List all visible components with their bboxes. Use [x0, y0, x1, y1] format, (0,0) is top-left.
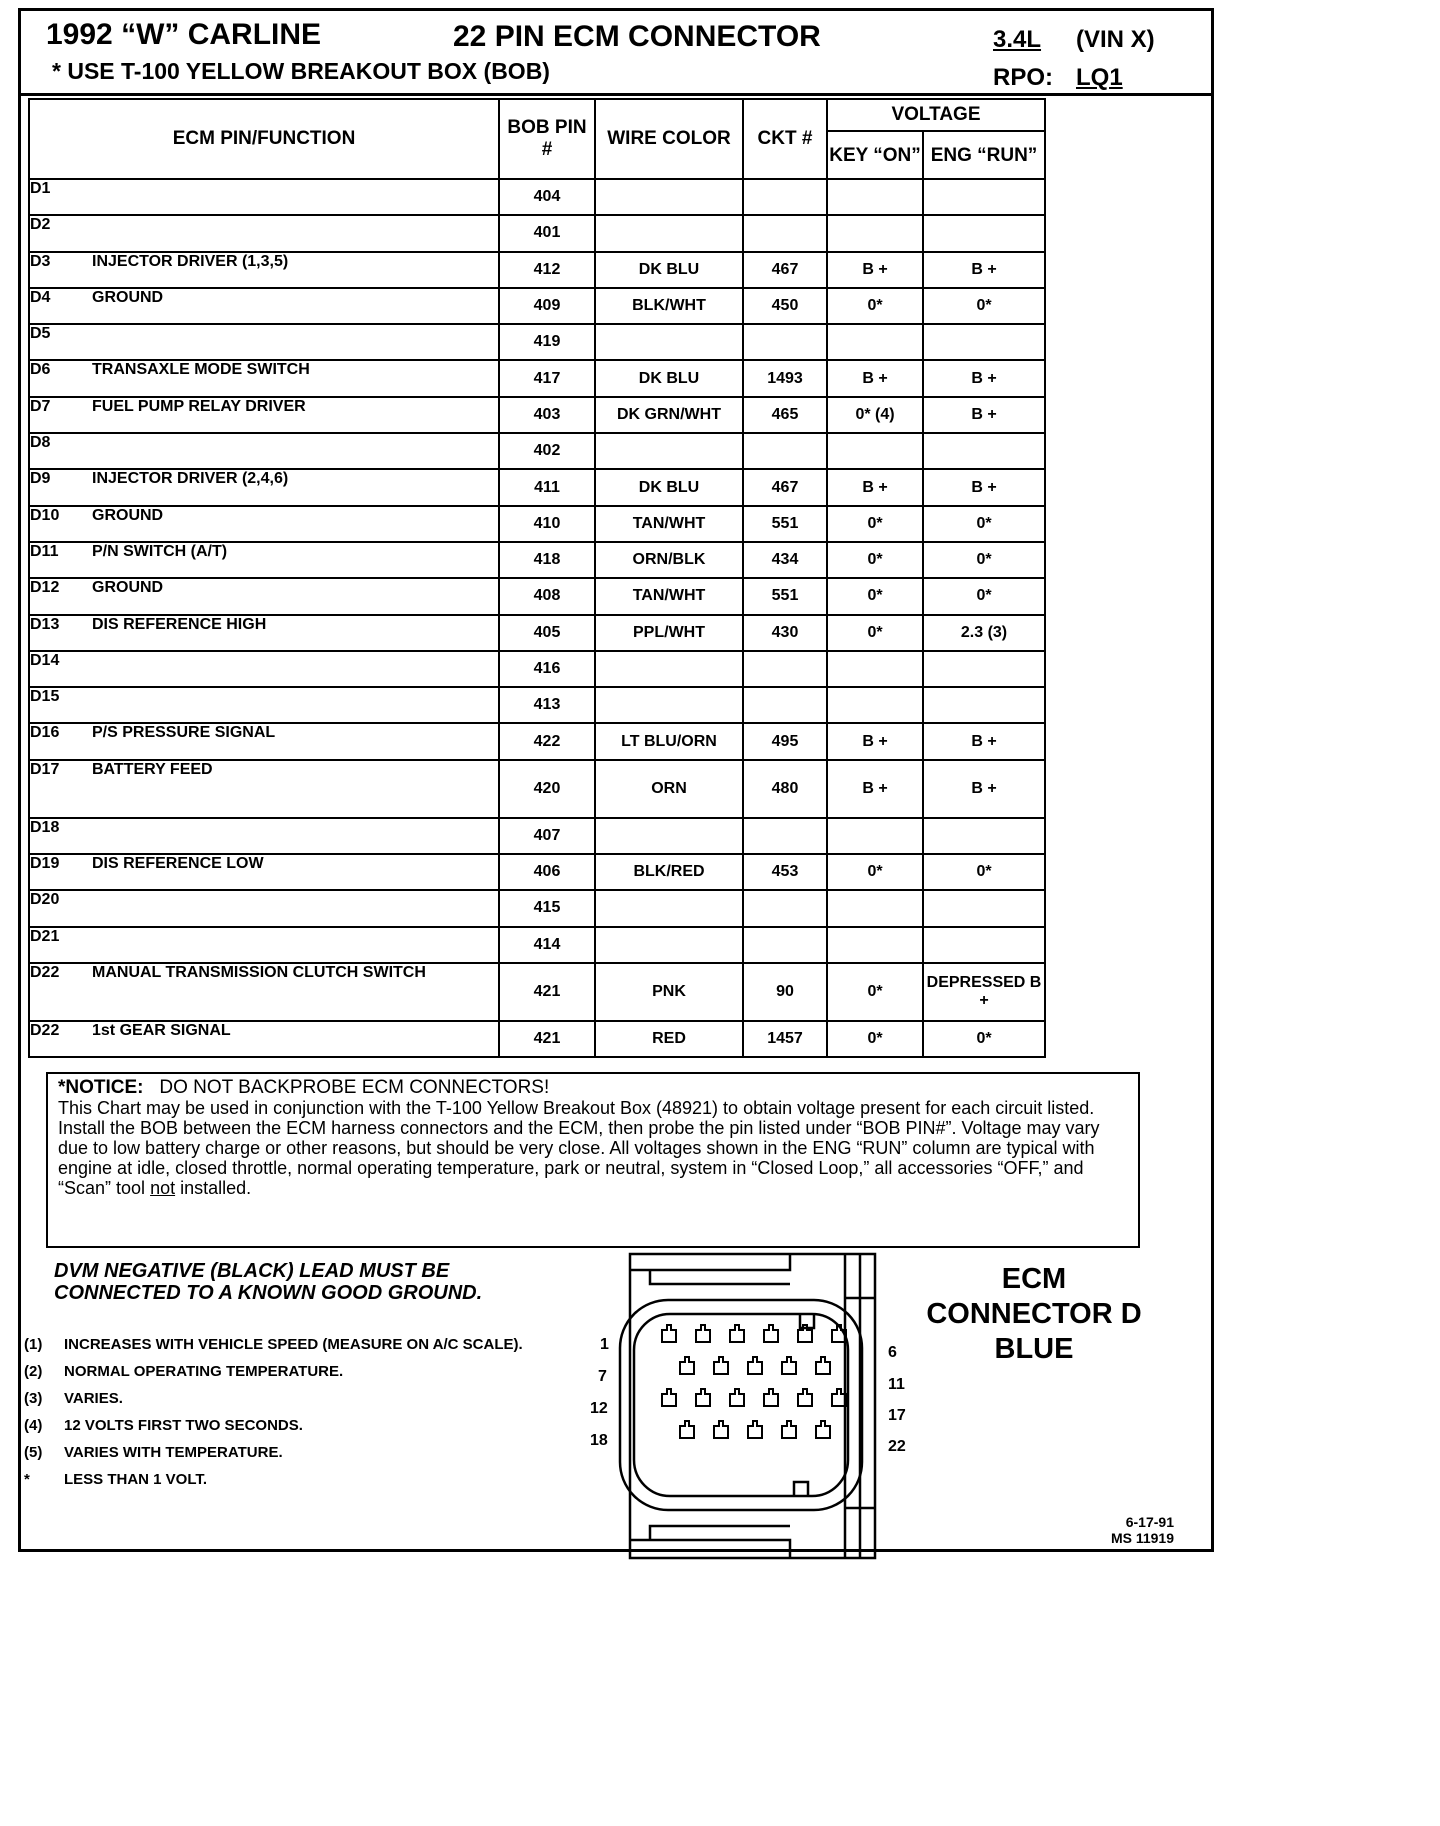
cell-pin-function — [29, 687, 499, 723]
cell-bob-pin: 404 — [499, 179, 595, 215]
cell-eng-run — [923, 927, 1045, 963]
cell-pin-function — [29, 324, 499, 360]
cell-wire-color: TAN/WHT — [595, 578, 743, 614]
table-row — [29, 687, 1045, 723]
table-row — [29, 578, 1045, 614]
cell-wire-color — [595, 651, 743, 687]
cell-bob-pin: 411 — [499, 469, 595, 505]
cell-bob-pin: 410 — [499, 506, 595, 542]
rpo-value: LQ1 — [1076, 64, 1123, 91]
title-connector: 22 PIN ECM CONNECTOR — [453, 20, 821, 53]
footnote-text: VARIES. — [64, 1390, 123, 1407]
cell-ckt — [743, 651, 827, 687]
cell-key-on: B + — [827, 760, 923, 818]
cell-wire-color: ORN/BLK — [595, 542, 743, 578]
cell-bob-pin: 417 — [499, 360, 595, 396]
connector-pin — [696, 1389, 710, 1406]
pin-function: P/N SWITCH (A/T) — [92, 542, 228, 560]
cell-bob-pin: 401 — [499, 215, 595, 251]
footnote — [24, 1471, 523, 1498]
pin-id: D13 — [30, 615, 60, 633]
cell-eng-run: DEPRESSED B + — [923, 963, 1045, 1021]
vin-code: (VIN X) — [1076, 26, 1155, 53]
footnote — [24, 1390, 523, 1417]
connector-title-d: CONNECTOR D — [926, 1298, 1142, 1330]
cell-bob-pin: 405 — [499, 615, 595, 651]
header-eng-run: ENG “RUN” — [923, 131, 1045, 179]
pin-id: D11 — [30, 542, 59, 560]
header-pin-function: ECM PIN/FUNCTION — [29, 99, 499, 179]
cell-pin-function — [29, 615, 499, 651]
table-row — [29, 1021, 1045, 1057]
table-row — [29, 651, 1045, 687]
connector-pin — [730, 1389, 744, 1406]
connector-title-color: BLUE — [994, 1333, 1074, 1365]
pin-id: D9 — [30, 470, 51, 488]
title-carline: 1992 “W” CARLINE — [46, 18, 322, 51]
pin-id: D7 — [30, 397, 51, 415]
connector-pin — [714, 1421, 728, 1438]
connector-pin — [764, 1389, 778, 1406]
cell-ckt — [743, 818, 827, 854]
cell-wire-color: DK BLU — [595, 252, 743, 288]
cell-pin-function — [29, 651, 499, 687]
connector-pin — [798, 1389, 812, 1406]
cell-key-on: 0* — [827, 1021, 923, 1057]
footnote-text: VARIES WITH TEMPERATURE. — [64, 1444, 283, 1461]
cell-ckt: 450 — [743, 288, 827, 324]
pin-label-1: 1 — [600, 1336, 609, 1353]
footer-date: 6-17-91 — [1125, 1514, 1174, 1530]
cell-eng-run: B + — [923, 760, 1045, 818]
cell-eng-run: B + — [923, 397, 1045, 433]
pin-id: D4 — [30, 288, 51, 306]
cell-key-on: B + — [827, 469, 923, 505]
cell-pin-function — [29, 760, 499, 818]
notice-heading: *NOTICE: — [58, 1077, 144, 1098]
notice-not: not — [150, 1178, 176, 1198]
cell-eng-run — [923, 179, 1045, 215]
pin-label-7: 7 — [598, 1368, 607, 1385]
cell-wire-color — [595, 433, 743, 469]
cell-bob-pin: 412 — [499, 252, 595, 288]
connector-key-bottom — [794, 1482, 808, 1496]
cell-wire-color — [595, 818, 743, 854]
pin-id: D2 — [30, 216, 51, 234]
table-row — [29, 760, 1045, 818]
cell-eng-run — [923, 818, 1045, 854]
cell-eng-run: 0* — [923, 578, 1045, 614]
cell-eng-run — [923, 324, 1045, 360]
cell-bob-pin: 418 — [499, 542, 595, 578]
cell-eng-run: B + — [923, 360, 1045, 396]
cell-ckt — [743, 890, 827, 926]
pin-function: INJECTOR DRIVER (2,4,6) — [92, 470, 289, 488]
pin-id: D6 — [30, 361, 51, 379]
cell-eng-run — [923, 215, 1045, 251]
cell-wire-color — [595, 324, 743, 360]
header-key-on: KEY “ON” — [827, 131, 923, 179]
pin-id: D19 — [30, 855, 60, 873]
cell-key-on: 0* — [827, 854, 923, 890]
cell-ckt: 467 — [743, 252, 827, 288]
footnote-number: (5) — [24, 1444, 43, 1461]
cell-wire-color — [595, 215, 743, 251]
cell-wire-color: ORN — [595, 760, 743, 818]
cell-wire-color: PNK — [595, 963, 743, 1021]
cell-ckt: 1457 — [743, 1021, 827, 1057]
pin-id: D22 — [30, 1021, 60, 1039]
cell-key-on: B + — [827, 360, 923, 396]
cell-eng-run: B + — [923, 723, 1045, 759]
table-row — [29, 252, 1045, 288]
connector-pin — [816, 1357, 830, 1374]
pin-id: D5 — [30, 325, 51, 343]
cell-bob-pin: 408 — [499, 578, 595, 614]
cell-pin-function — [29, 963, 499, 1021]
cell-bob-pin: 420 — [499, 760, 595, 818]
table-row — [29, 854, 1045, 890]
connector-title-ecm: ECM — [1001, 1263, 1067, 1295]
cell-pin-function — [29, 854, 499, 890]
header — [18, 8, 1214, 96]
cell-ckt: 453 — [743, 854, 827, 890]
cell-wire-color: RED — [595, 1021, 743, 1057]
cell-ckt: 430 — [743, 615, 827, 651]
pin-function: GROUND — [92, 288, 164, 306]
cell-key-on — [827, 651, 923, 687]
connector-pin — [680, 1357, 694, 1374]
footer — [1092, 1514, 1174, 1546]
connector-pin — [764, 1325, 778, 1342]
table-row — [29, 927, 1045, 963]
cell-ckt: 467 — [743, 469, 827, 505]
cell-bob-pin: 409 — [499, 288, 595, 324]
table-row — [29, 360, 1045, 396]
cell-pin-function — [29, 360, 499, 396]
cell-eng-run — [923, 890, 1045, 926]
pin-id: D1 — [30, 180, 51, 197]
cell-pin-function — [29, 927, 499, 963]
pin-label-11: 11 — [888, 1376, 905, 1393]
notice-body — [58, 1098, 1128, 1198]
cell-key-on: 0* — [827, 288, 923, 324]
footnote-text: LESS THAN 1 VOLT. — [64, 1471, 208, 1488]
pin-grid — [662, 1325, 846, 1438]
pin-function: 1st GEAR SIGNAL — [92, 1021, 231, 1039]
footnote-number: * — [24, 1471, 30, 1488]
cell-pin-function — [29, 433, 499, 469]
cell-pin-function — [29, 179, 499, 215]
cell-wire-color — [595, 687, 743, 723]
cell-key-on — [827, 179, 923, 215]
table-row — [29, 963, 1045, 1021]
cell-key-on: B + — [827, 723, 923, 759]
rpo-label: RPO: — [993, 64, 1053, 91]
cell-ckt — [743, 927, 827, 963]
cell-eng-run: 0* — [923, 854, 1045, 890]
cell-key-on: 0* — [827, 506, 923, 542]
pin-function: FUEL PUMP RELAY DRIVER — [92, 397, 306, 415]
connector-pin — [748, 1421, 762, 1438]
footnote-number: (4) — [24, 1417, 43, 1434]
engine-size: 3.4L — [993, 26, 1042, 53]
pin-id: D3 — [30, 252, 51, 270]
cell-ckt — [743, 687, 827, 723]
pin-function: TRANSAXLE MODE SWITCH — [92, 361, 310, 379]
cell-bob-pin: 414 — [499, 927, 595, 963]
table-row — [29, 890, 1045, 926]
cell-pin-function — [29, 578, 499, 614]
cell-wire-color: BLK/RED — [595, 854, 743, 890]
table-row — [29, 433, 1045, 469]
cell-eng-run: 0* — [923, 288, 1045, 324]
table-row — [29, 506, 1045, 542]
cell-ckt: 551 — [743, 506, 827, 542]
cell-bob-pin: 422 — [499, 723, 595, 759]
table-row — [29, 818, 1045, 854]
connector-pin — [782, 1421, 796, 1438]
footnote — [24, 1336, 523, 1363]
pin-id: D20 — [30, 891, 60, 909]
footnote — [24, 1417, 523, 1444]
pin-id: D14 — [30, 651, 60, 669]
connector-pin — [816, 1421, 830, 1438]
table-row — [29, 324, 1045, 360]
notice-warning: DO NOT BACKPROBE ECM CONNECTORS! — [159, 1077, 550, 1098]
header-voltage: VOLTAGE — [827, 99, 1045, 131]
cell-wire-color — [595, 927, 743, 963]
cell-ckt: 1493 — [743, 360, 827, 396]
cell-bob-pin: 421 — [499, 963, 595, 1021]
cell-pin-function — [29, 252, 499, 288]
cell-eng-run: B + — [923, 469, 1045, 505]
footnotes — [24, 1336, 523, 1498]
connector-pin — [696, 1325, 710, 1342]
cell-key-on: 0* — [827, 615, 923, 651]
cell-key-on — [827, 890, 923, 926]
cell-wire-color: TAN/WHT — [595, 506, 743, 542]
subtitle: * USE T-100 YELLOW BREAKOUT BOX (BOB) — [52, 58, 550, 84]
table-row — [29, 179, 1045, 215]
cell-ckt — [743, 179, 827, 215]
table-row — [29, 469, 1045, 505]
pin-id: D10 — [30, 506, 60, 524]
pin-id: D15 — [30, 688, 60, 706]
cell-ckt: 465 — [743, 397, 827, 433]
table-row — [29, 615, 1045, 651]
table-row — [29, 397, 1045, 433]
connector-top-latch — [630, 1254, 790, 1284]
pin-label-22: 22 — [888, 1438, 906, 1455]
cell-ckt: 551 — [743, 578, 827, 614]
pin-label-18: 18 — [590, 1432, 608, 1449]
cell-bob-pin: 416 — [499, 651, 595, 687]
connector-side-rail — [845, 1254, 875, 1558]
table-row — [29, 215, 1045, 251]
pin-id: D22 — [30, 963, 60, 981]
cell-bob-pin: 421 — [499, 1021, 595, 1057]
pin-id: D21 — [30, 927, 60, 945]
cell-bob-pin: 419 — [499, 324, 595, 360]
cell-ckt: 90 — [743, 963, 827, 1021]
connector-pin — [730, 1325, 744, 1342]
cell-key-on — [827, 687, 923, 723]
cell-bob-pin: 402 — [499, 433, 595, 469]
cell-ckt — [743, 324, 827, 360]
cell-key-on: 0* — [827, 963, 923, 1021]
pin-id: D12 — [30, 579, 60, 597]
connector-pin — [662, 1325, 676, 1342]
cell-bob-pin: 403 — [499, 397, 595, 433]
footnote — [24, 1363, 523, 1390]
notice-box — [46, 1072, 1140, 1248]
connector-pin — [662, 1389, 676, 1406]
cell-key-on: 0* — [827, 542, 923, 578]
cell-pin-function — [29, 890, 499, 926]
pin-label-6: 6 — [888, 1344, 897, 1361]
connector-diagram — [590, 1248, 890, 1564]
cell-eng-run: 0* — [923, 542, 1045, 578]
footnote-number: (2) — [24, 1363, 43, 1380]
cell-pin-function — [29, 506, 499, 542]
footnote-number: (3) — [24, 1390, 43, 1407]
connector-pin — [714, 1357, 728, 1374]
cell-ckt — [743, 215, 827, 251]
pin-rows — [29, 179, 1045, 1057]
cell-eng-run — [923, 687, 1045, 723]
cell-key-on: 0* (4) — [827, 397, 923, 433]
cell-pin-function — [29, 215, 499, 251]
cell-eng-run — [923, 433, 1045, 469]
cell-wire-color: DK BLU — [595, 360, 743, 396]
cell-wire-color: DK BLU — [595, 469, 743, 505]
cell-bob-pin: 406 — [499, 854, 595, 890]
footer-doc-id: MS 11919 — [1110, 1530, 1174, 1546]
pin-function: GROUND — [92, 506, 164, 524]
pin-function: DIS REFERENCE LOW — [92, 855, 264, 873]
cell-pin-function — [29, 542, 499, 578]
cell-key-on — [827, 324, 923, 360]
pin-id: D17 — [30, 760, 60, 778]
cell-bob-pin: 413 — [499, 687, 595, 723]
cell-key-on — [827, 215, 923, 251]
cell-wire-color — [595, 179, 743, 215]
pin-function: P/S PRESSURE SIGNAL — [92, 724, 276, 742]
cell-wire-color: PPL/WHT — [595, 615, 743, 651]
dvm-warning: DVM NEGATIVE (BLACK) LEAD MUST BE CONNECTED TO A KNOWN GOOD GROUND. — [54, 1260, 483, 1304]
cell-pin-function — [29, 723, 499, 759]
pin-label-17: 17 — [888, 1407, 906, 1424]
table-row — [29, 288, 1045, 324]
pin-id: D18 — [30, 818, 60, 836]
cell-eng-run: B + — [923, 252, 1045, 288]
cell-pin-function — [29, 818, 499, 854]
cell-wire-color: BLK/WHT — [595, 288, 743, 324]
notice-body-end: installed. — [180, 1178, 252, 1198]
cell-key-on — [827, 433, 923, 469]
footnote-number: (1) — [24, 1336, 43, 1353]
pin-function: GROUND — [92, 579, 164, 597]
cell-wire-color: LT BLU/ORN — [595, 723, 743, 759]
connector-pin — [782, 1357, 796, 1374]
connector-pin — [680, 1421, 694, 1438]
cell-ckt: 495 — [743, 723, 827, 759]
cell-bob-pin: 407 — [499, 818, 595, 854]
header-bob-pin: BOB PIN # — [499, 99, 595, 179]
footnote — [24, 1444, 523, 1471]
cell-eng-run: 2.3 (3) — [923, 615, 1045, 651]
cell-key-on — [827, 927, 923, 963]
connector-title — [900, 1262, 1168, 1367]
table-row — [29, 542, 1045, 578]
pin-function: DIS REFERENCE HIGH — [92, 615, 267, 633]
cell-ckt — [743, 433, 827, 469]
cell-ckt: 480 — [743, 760, 827, 818]
cell-pin-function — [29, 397, 499, 433]
cell-eng-run — [923, 651, 1045, 687]
cell-key-on: 0* — [827, 578, 923, 614]
pin-function: BATTERY FEED — [92, 760, 213, 778]
footnote-text: 12 VOLTS FIRST TWO SECONDS. — [64, 1417, 303, 1434]
cell-pin-function — [29, 288, 499, 324]
header-ckt: CKT # — [743, 99, 827, 179]
cell-ckt: 434 — [743, 542, 827, 578]
cell-key-on: B + — [827, 252, 923, 288]
pin-function: INJECTOR DRIVER (1,3,5) — [92, 252, 289, 270]
pin-id: D16 — [30, 724, 60, 742]
pin-table — [28, 98, 1046, 1058]
cell-eng-run: 0* — [923, 506, 1045, 542]
connector-bottom-latch — [630, 1526, 790, 1558]
cell-wire-color — [595, 890, 743, 926]
cell-bob-pin: 415 — [499, 890, 595, 926]
footnote-text: INCREASES WITH VEHICLE SPEED (MEASURE ON A/C SCALE). — [64, 1336, 523, 1353]
pin-function: MANUAL TRANSMISSION CLUTCH SWITCH — [92, 963, 426, 981]
cell-pin-function — [29, 469, 499, 505]
pin-label-12: 12 — [590, 1400, 608, 1417]
connector-pin — [748, 1357, 762, 1374]
footnote-text: NORMAL OPERATING TEMPERATURE. — [64, 1363, 344, 1380]
header-wire-color: WIRE COLOR — [595, 99, 743, 179]
table-row — [29, 723, 1045, 759]
notice-body-text: This Chart may be used in conjunction with the T-100 Yellow Breakout Box (48921) to obtain voltage present for each circuit listed. Install the BOB between the ECM harness connectors and the ECM, then probe the pin listed under “BOB PIN#”. Voltage may vary due to low battery charge or other reasons, but should be very close. All voltages shown in the ENG “RUN” column are typical with engine at idle, closed throttle, normal operating temperature, park or neutral, system in “Closed Loop,” all accessories “OFF,” and “Scan” tool — [58, 1098, 1100, 1198]
pin-id: D8 — [30, 434, 51, 452]
cell-pin-function — [29, 1021, 499, 1057]
cell-eng-run: 0* — [923, 1021, 1045, 1057]
cell-wire-color: DK GRN/WHT — [595, 397, 743, 433]
cell-key-on — [827, 818, 923, 854]
